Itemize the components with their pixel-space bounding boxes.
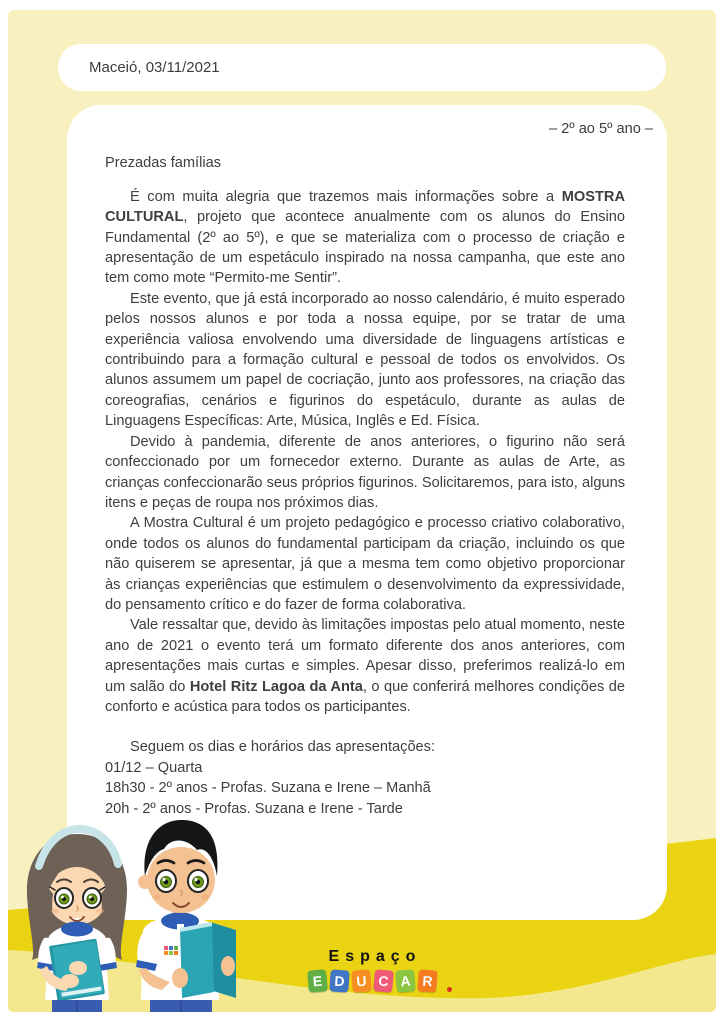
paragraph-1-text-cont: , projeto que acontece anualmente com os alunos do Ensino Fundamental (2º ao 5º), e que se materializa com o processo de criação e apresentação de um espetáculo inspirado na nossa campanha, que este ano tem como mote “Permito-me Sentir”. [105,209,625,287]
paragraph-5 [105,615,625,717]
logo-registered-dot [447,987,452,992]
grade-range-label: – 2º ao 5º ano – [549,121,653,137]
schedule-block [105,737,625,819]
highlight-hotel-name: Hotel Ritz Lagoa da Anta [189,678,363,695]
paragraph-1 [105,187,625,289]
boy-figure [136,820,236,1012]
logo-espaco-text: Espaço [328,948,422,965]
logo-educar-tiles [302,970,443,992]
paragraph-5-text: Vale ressaltar que, devido às limitações impostas pelo atual momento, neste ano de 2021 o evento terá um formato diferente dos anos anteriores, com apresentações mais curtas e simples. Apesar disso, preferimos realizá-lo em um salão do [105,617,625,695]
schedule-line-morning: 18h30 - 2º anos - Profas. Suzana e Irene – Manhã [105,780,431,797]
paragraph-4: A Mostra Cultural é um projeto pedagógico e processo criativo colaborativo, onde todos os alunos do fundamental participam da criação, incluindo os que não quiserem se apresentar, já que a mesma tem como objetivo proporcionar às crianças experiências que estimulem o desenvolvimento da expressividade, do pensamento crítico e do fazer de forma colaborativa. [105,515,625,613]
salutation: Prezadas famílias [105,155,221,172]
schedule-intro: Seguem os dias e horários das apresentações: [130,739,436,756]
schedule-line-afternoon: 20h - 2º anos - Profas. Suzana e Irene - Tarde [105,800,403,817]
paragraph-2: Este evento, que já está incorporado ao nosso calendário, é muito esperado pelos nossos alunos e por toda a nossa equipe, por se tratar de uma experiência valiosa envolvendo uma diversidade de linguagens artísticas e contribuindo para a formação cultural e pessoal de todos os envolvidos. Os alunos assumem um papel de cocriação, junto aos professores, na criação das coreografias, cenários e figurinos do espetáculo, durante as aulas de Linguagens Específicas: Arte, Música, Inglês e Ed. Física. [105,290,625,430]
date-text: Maceió, 03/11/2021 [89,59,220,76]
children-illustration [14,818,240,1012]
espaco-educar-logo [294,948,450,992]
schedule-line-date: 01/12 – Quarta [105,759,203,776]
logo-tile-u: U [351,969,371,992]
date-bar [58,44,666,91]
highlight-mostra-cultural: MOSTRA CULTURAL [105,188,625,226]
girl-figure [27,829,127,1012]
letter-page [8,10,716,1012]
letter-body-panel [67,105,667,920]
paragraph-5-text-cont: , o que conferirá melhores condições de conforto e acústica para todos os participantes. [105,678,625,715]
logo-tile-e: E [307,969,328,993]
logo-tile-c: C [373,969,394,993]
logo-tile-d: D [329,969,349,992]
logo-tile-a: A [395,969,416,993]
paragraph-1-text: É com muita alegria que trazemos mais informações sobre a [130,188,562,205]
paragraph-3: Devido à pandemia, diferente de anos anteriores, o figurino não será confeccionado por um fornecedor externo. Durante as aulas de Arte, as crianças confeccionarão seus próprios figurinos. Solicitaremos, para isto, alguns itens e peças de roupa nos próximos dias. [105,433,625,511]
logo-tile-r: R [417,969,437,992]
